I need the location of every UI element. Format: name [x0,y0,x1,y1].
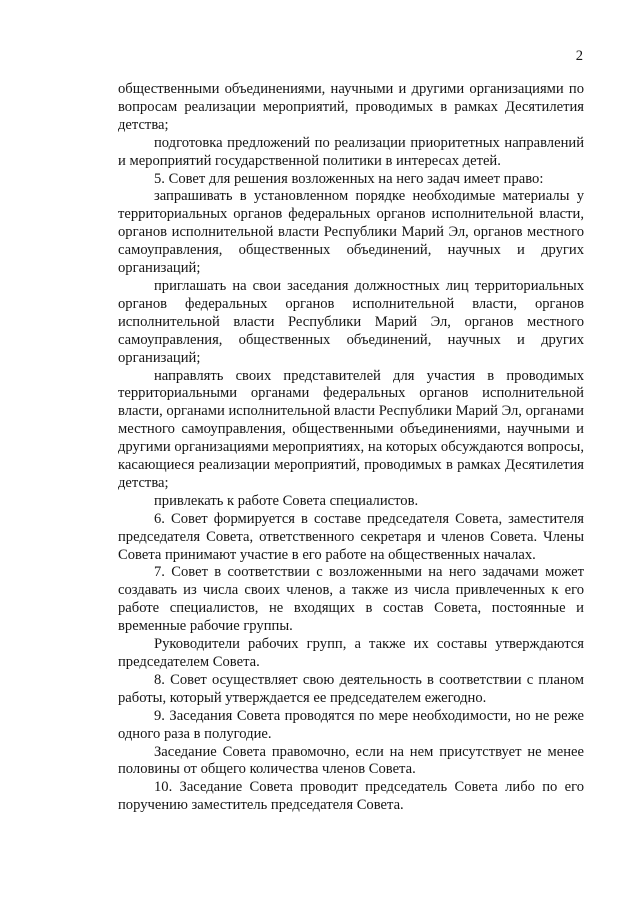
paragraph: запрашивать в установленном порядке необходимые материалы у территориальных органов федеральных органов исполнительной власти, органов исполнительной власти Республики Марий Эл, органов местного самоуправления, общественных объединений, научных и других организаций; [118,188,584,277]
paragraph: направлять своих представителей для участия в проводимых территориальными органами федеральных органов исполнительной власти, органами исполнительной власти Республики Марий Эл, органами местного самоуправления, общественными объединениями, научными и другими организациями мероприятиях, на которых обсуждаются вопросы, касающиеся реализации мероприятий, проводимых в рамках Десятилетия детства; [118,367,584,491]
paragraph: 8. Совет осуществляет свою деятельность в соответствии с планом работы, который утверждается ее председателем ежегодно. [118,671,584,706]
paragraph: привлекать к работе Совета специалистов. [154,492,419,509]
paragraph: подготовка предложений по реализации приоритетных направлений и мероприятий государственной политики в интересах детей. [118,134,584,169]
paragraph: приглашать на свои заседания должностных лиц территориальных органов федеральных органов исполнительной власти, органов исполнительной власти Республики Марий Эл, органов местного самоуправления, общественных объединений, научных и других организаций; [118,277,584,366]
paragraph: 7. Совет в соответствии с возложенными на него задачами может создавать из числа своих членов, а также из числа привлеченных к его работе специалистов, не входящих в состав Совета, постоянные и временные рабочие группы. [118,564,584,635]
page-number: 2 [575,48,583,64]
paragraph: 5. Совет для решения возложенных на него задач имеет право: [154,170,544,187]
paragraph: Заседание Совета правомочно, если на нем присутствует не менее половины от общего количества членов Совета. [118,743,584,778]
document-body [118,81,584,815]
paragraph: 10. Заседание Совета проводит председатель Совета либо по его поручению заместитель председателя Совета. [118,779,584,814]
paragraph: Руководители рабочих групп, а также их составы утверждаются председателем Совета. [118,636,584,670]
paragraph: 9. Заседания Совета проводятся по мере необходимости, но не реже одного раза в полугодие. [118,707,584,742]
paragraph: 6. Совет формируется в составе председателя Совета, заместителя председателя Совета, ответственного секретаря и членов Совета. Члены Совета принимают участие в его работе на общественных началах. [118,510,584,563]
paragraph: общественными объединениями, научными и другими организациями по вопросам реализации мероприятий, проводимых в рамках Десятилетия детства; [118,81,584,133]
